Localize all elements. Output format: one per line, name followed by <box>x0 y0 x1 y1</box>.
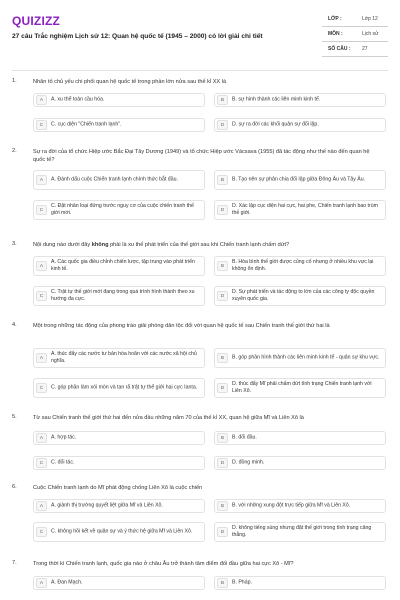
question-number: 1. <box>12 78 17 84</box>
option-letter: A <box>36 175 47 185</box>
question-number: 6. <box>12 484 17 490</box>
option-text: D. Sự phát triển và tác động to lớn của các công ty độc quyền xuyên quốc gia. <box>232 289 375 302</box>
option-d[interactable] <box>214 118 386 132</box>
option-letter: D <box>217 120 228 130</box>
option-text: D. thúc đẩy Mĩ phải chấm dứt tình trạng Chiến tranh lạnh với Liên Xô. <box>232 381 372 394</box>
question-text: Một trong những tác động của phong trào giải phóng dân tộc đối với quan hệ quốc tế sau Chiến tranh thế giới thứ hai là <box>33 323 330 329</box>
option-a[interactable] <box>33 256 205 276</box>
option-text: B. góp phần hình thành các liên minh kinh tế - quân sự khu vực. <box>232 354 380 361</box>
option-c[interactable] <box>33 286 205 306</box>
option-letter: D <box>217 383 228 393</box>
question-number: 3. <box>12 241 17 247</box>
info-row-class <box>322 12 388 27</box>
option-letter: B <box>217 95 228 105</box>
header-divider <box>12 70 388 71</box>
option-text: A. xu thế toàn cầu hóa. <box>51 96 105 103</box>
option-text: C. đối tác. <box>51 459 75 466</box>
option-a[interactable] <box>33 93 205 107</box>
option-text: C. góp phần làm xói mòn và tan rã trật tự thế giới hai cực Ianta. <box>51 384 198 391</box>
option-letter: A <box>36 501 47 511</box>
option-a[interactable] <box>33 170 205 190</box>
quizizz-logo: QUIZIZZ <box>12 14 61 28</box>
option-letter: D <box>217 458 228 468</box>
question-text: Từ sau Chiến tranh thế giới thứ hai đến nửa đầu những năm 70 của thế kỉ XX, quan hệ giữa Mĩ và Liên Xô là <box>33 415 304 421</box>
option-letter: B <box>217 433 228 443</box>
option-letter: B <box>217 501 228 511</box>
option-letter: C <box>36 205 47 215</box>
option-letter: D <box>217 291 228 301</box>
option-b[interactable] <box>214 348 386 368</box>
info-row-count <box>322 42 388 57</box>
option-d[interactable] <box>214 378 386 398</box>
option-letter: A <box>36 353 47 363</box>
info-value: Lịch sử <box>362 31 379 37</box>
option-text: A. Đánh dấu cuộc Chiến tranh lạnh chính thức bắt đầu. <box>51 176 178 183</box>
option-text: A. thúc đẩy các nước tư bản hòa hoãn với các nước xã hội chủ nghĩa. <box>51 351 197 364</box>
option-letter: A <box>36 578 47 588</box>
page-title: 27 câu Trắc nghiệm Lịch sử 12: Quan hệ quốc tế (1945 – 2000) có lời giải chi tiết <box>12 33 263 40</box>
option-text: C. Đặt nhân loại đứng trước nguy cơ của cuộc chiến tranh thế giới mới. <box>51 203 194 216</box>
option-d[interactable] <box>214 200 386 220</box>
option-letter: D <box>217 527 228 537</box>
option-letter: B <box>217 353 228 363</box>
option-d[interactable] <box>214 456 386 470</box>
option-letter: A <box>36 261 47 271</box>
info-label: MÔN : <box>328 31 343 37</box>
option-c[interactable] <box>33 456 205 470</box>
info-value: 27 <box>362 46 368 52</box>
info-value: Lớp 12 <box>362 16 378 22</box>
option-text: B. Hòa bình thế giới được củng cố nhưng ở nhiều khu vực lại không ổn định. <box>232 259 374 272</box>
option-text: A. giành thị trường quyết liệt giữa Mĩ và Liên Xô. <box>51 502 163 509</box>
option-b[interactable] <box>214 93 386 107</box>
option-letter: C <box>36 527 47 537</box>
info-box <box>322 12 388 57</box>
option-b[interactable] <box>214 576 386 590</box>
option-letter: A <box>36 95 47 105</box>
option-text: D. đồng minh. <box>232 459 265 466</box>
worksheet-header <box>0 0 400 70</box>
question-number: 7. <box>12 560 17 566</box>
option-c[interactable] <box>33 522 205 542</box>
option-text: C. không hồi kết về quân sự và ý thức hệ giữa Mĩ và Liên Xô. <box>51 528 193 535</box>
option-letter: C <box>36 458 47 468</box>
question-text <box>33 241 383 249</box>
option-text: D. Xác lập cục diện hai cực, hai phe, Chiến tranh lạnh bao trùm thế giới. <box>232 203 378 216</box>
option-b[interactable] <box>214 431 386 445</box>
question-text: Sự ra đời của tổ chức Hiệp ước Bắc Đại Tây Dương (1949) và tổ chức Hiệp ước Vácsava (1955) đã tác động như thế nào đến quan hệ quốc tế? <box>33 149 370 163</box>
option-b[interactable] <box>214 256 386 276</box>
option-letter: C <box>36 291 47 301</box>
option-text: C. Trật tự thế giới mới đang trong quá trình hình thành theo xu hướng đa cực. <box>51 289 195 302</box>
question-emphasis: không <box>91 242 109 248</box>
option-letter: A <box>36 433 47 443</box>
option-text: A. Đan Mạch. <box>51 579 83 586</box>
option-d[interactable] <box>214 522 386 542</box>
option-b[interactable] <box>214 170 386 190</box>
option-c[interactable] <box>33 200 205 220</box>
option-text: C. cục diện "Chiến tranh lạnh". <box>51 121 122 128</box>
question-number: 5. <box>12 414 17 420</box>
question-text: Cuộc Chiến tranh lạnh do Mĩ phát động chống Liên Xô là cuộc chiến <box>33 485 203 491</box>
info-label: LỚP : <box>328 16 342 22</box>
option-c[interactable] <box>33 118 205 132</box>
option-letter: B <box>217 261 228 271</box>
option-text: B. Tạo nên sự phân chia đối lập giữa Đông Âu và Tây Âu. <box>232 176 366 183</box>
question-number: 2. <box>12 148 17 154</box>
option-a[interactable] <box>33 431 205 445</box>
option-text: B. đối đầu. <box>232 434 257 441</box>
option-text: B. với những xung đột trực tiếp giữa Mĩ và Liên Xô. <box>232 502 351 509</box>
option-text: D. không tiếng súng nhưng đặt thế giới trong tình trạng căng thẳng. <box>232 525 372 538</box>
option-a[interactable] <box>33 499 205 513</box>
question-text-part: phải là xu thế phát triển của thế giới sau khi Chiến tranh lạnh chấm dứt? <box>108 242 290 248</box>
question-number: 4. <box>12 322 17 328</box>
option-text: A. Các quốc gia điều chỉnh chiến lược, tập trung vào phát triển kinh tế. <box>51 259 195 272</box>
option-text: B. Pháp. <box>232 579 252 586</box>
option-letter: C <box>36 383 47 393</box>
option-text: A. hợp tác. <box>51 434 77 441</box>
option-letter: B <box>217 578 228 588</box>
option-b[interactable] <box>214 499 386 513</box>
option-letter: B <box>217 175 228 185</box>
option-letter: D <box>217 205 228 215</box>
option-a[interactable] <box>33 348 205 368</box>
question-text: Trong thời kì Chiến tranh lạnh, quốc gia nào ở châu Âu trở thành tâm điểm đối đầu giữa hai cực Xô - Mĩ? <box>33 561 294 567</box>
option-text: D. sự ra đời các khối quân sự đối lập. <box>232 121 319 128</box>
option-c[interactable] <box>33 378 205 398</box>
question-text: Nhân tố chủ yếu chi phối quan hệ quốc tế trong phần lớn nửa sau thế kỉ XX là <box>33 79 227 85</box>
option-text: B. sự hình thành các liên minh kinh tế. <box>232 96 321 103</box>
option-letter: C <box>36 120 47 130</box>
option-d[interactable] <box>214 286 386 306</box>
info-row-subject <box>322 27 388 42</box>
option-a[interactable] <box>33 576 205 590</box>
question-text-part: Nội dung nào dưới đây <box>33 242 92 248</box>
info-label: SỐ CÂU : <box>328 46 351 52</box>
